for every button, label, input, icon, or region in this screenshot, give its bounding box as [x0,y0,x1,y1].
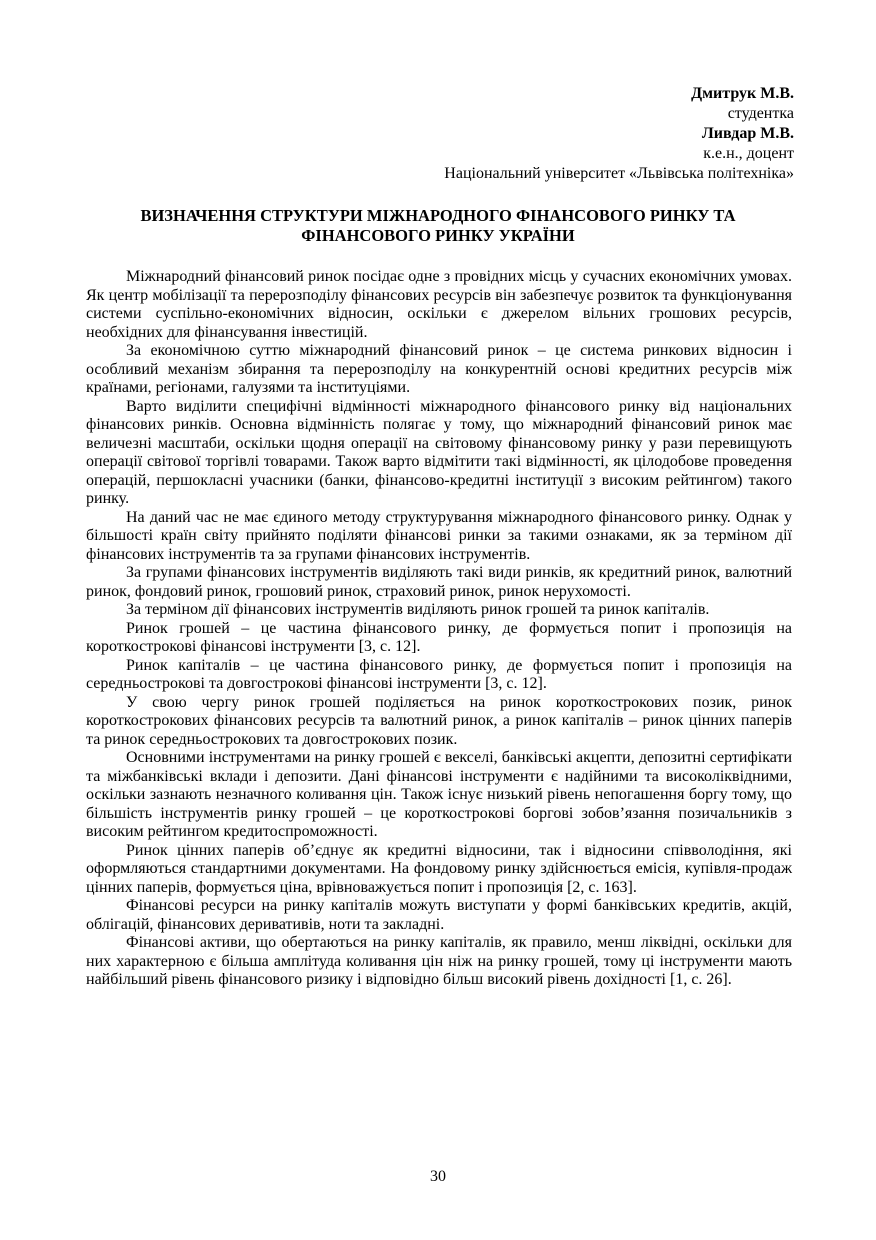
author-name-2: Ливдар М.В. [701,125,794,142]
paragraph: Основними інструментами на ринку грошей є векселі, банківські акцепти, депозитні сертифікати та міжбанківські вклади і депозити. Дані фінансові інструменти є надійними та високоліквідними, оскільки зазнають незначного коливання цін. Також існує низький рівень непогашення боргу тому, що більшість інструментів ринку грошей – це короткострокові боргові зобов’язання позичальників з високим рейтингом кредитоспроможності. [86,749,792,840]
paragraph: Варто виділити специфічні відмінності міжнародного фінансового ринку від національних фінансових ринків. Основна відмінність полягає у тому, що міжнародний фінансовий ринок має величезні масштаби, оскільки щодня операції на світовому фінансовому ринку у рази перевищують операції світової торгівлі товарами. Також варто відмітити такі відмінності, як цілодобове проведення операцій, першокласні учасники (банки, фінансово-кредитні інституції з високим рейтингом) такого ринку. [86,397,792,507]
title-line-1: ВИЗНАЧЕННЯ СТРУКТУРИ МІЖНАРОДНОГО ФІНАНСОВОГО РИНКУ ТА [140,206,736,225]
author-block [444,84,794,184]
page-number: 30 [430,1168,446,1185]
affiliation: Національний університет «Львівська політехніка» [444,165,794,182]
paragraph: Ринок цінних паперів об’єднує як кредитні відносини, так і відносини співволодіння, які оформляються стандартними документами. На фондовому ринку здійснюється емісія, купівля-продаж цінних паперів, формується ціна, врівноважується попит і пропозиція [2, с. 163]. [86,841,792,896]
paragraph: Фінансові активи, що обертаються на ринку капіталів, як правило, менш ліквідні, оскільки для них характерною є більша амплітуда коливання цін ніж на ринку грошей, тому ці інструменти мають найбільший рівень фінансового ризику і відповідно більш високий рівень дохідності [1, с. 26]. [86,934,792,988]
author-name-1: Дмитрук М.В. [691,85,794,102]
paragraph: За групами фінансових інструментів виділяють такі види ринків, як кредитний ринок, валютний ринок, фондовий ринок, грошовий ринок, страховий ринок, ринок нерухомості. [86,564,792,600]
author-role-1: студентка [727,105,794,122]
body-text [86,268,792,990]
paper-title [86,206,790,246]
paragraph: Міжнародний фінансовий ринок посідає одне з провідних місць у сучасних економічних умовах. Як центр мобілізації та перерозподілу фінансових ресурсів він забезпечує розвиток та функціонування системи суспільно-економічних відносин, оскільки є джерелом вільних грошових ресурсів, необхідних для фінансування інвестицій. [86,268,792,341]
paragraph: За терміном дії фінансових інструментів виділяють ринок грошей та ринок капіталів. [126,601,710,618]
author-role-2: к.е.н., доцент [703,145,794,162]
paragraph: За економічною суттю міжнародний фінансовий ринок – це система ринкових відносин і особливий механізм збирання та перерозподілу на конкурентній основі кредитних ресурсів між країнами, регіонами, галузями та інституціями. [86,342,792,396]
paragraph: У свою чергу ринок грошей поділяється на ринок короткострокових позик, ринок короткострокових фінансових ресурсів та валютний ринок, а ринок капіталів – ринок цінних паперів та ринок середньострокових та довгострокових позик. [86,693,792,748]
paragraph: Ринок капіталів – це частина фінансового ринку, де формується попит і пропозиція на середньострокові та довгострокові фінансові інструменти [3, с. 12]. [86,656,792,692]
paragraph: Ринок грошей – це частина фінансового ринку, де формується попит і пропозиція на короткострокові фінансові інструменти [3, с. 12]. [86,619,792,655]
paragraph: Фінансові ресурси на ринку капіталів можуть виступати у формі банківських кредитів, акцій, облігацій, фінансових деривативів, ноти та закладні. [86,897,792,933]
paragraph: На даний час не має єдиного методу структурування міжнародного фінансового ринку. Однак у більшості країн світу прийнято поділяти фінансові ринки за такими ознаками, як за терміном дії фінансових інструментів та за групами фінансових інструментів. [86,508,792,563]
title-line-2: ФІНАНСОВОГО РИНКУ УКРАЇНИ [301,226,575,245]
